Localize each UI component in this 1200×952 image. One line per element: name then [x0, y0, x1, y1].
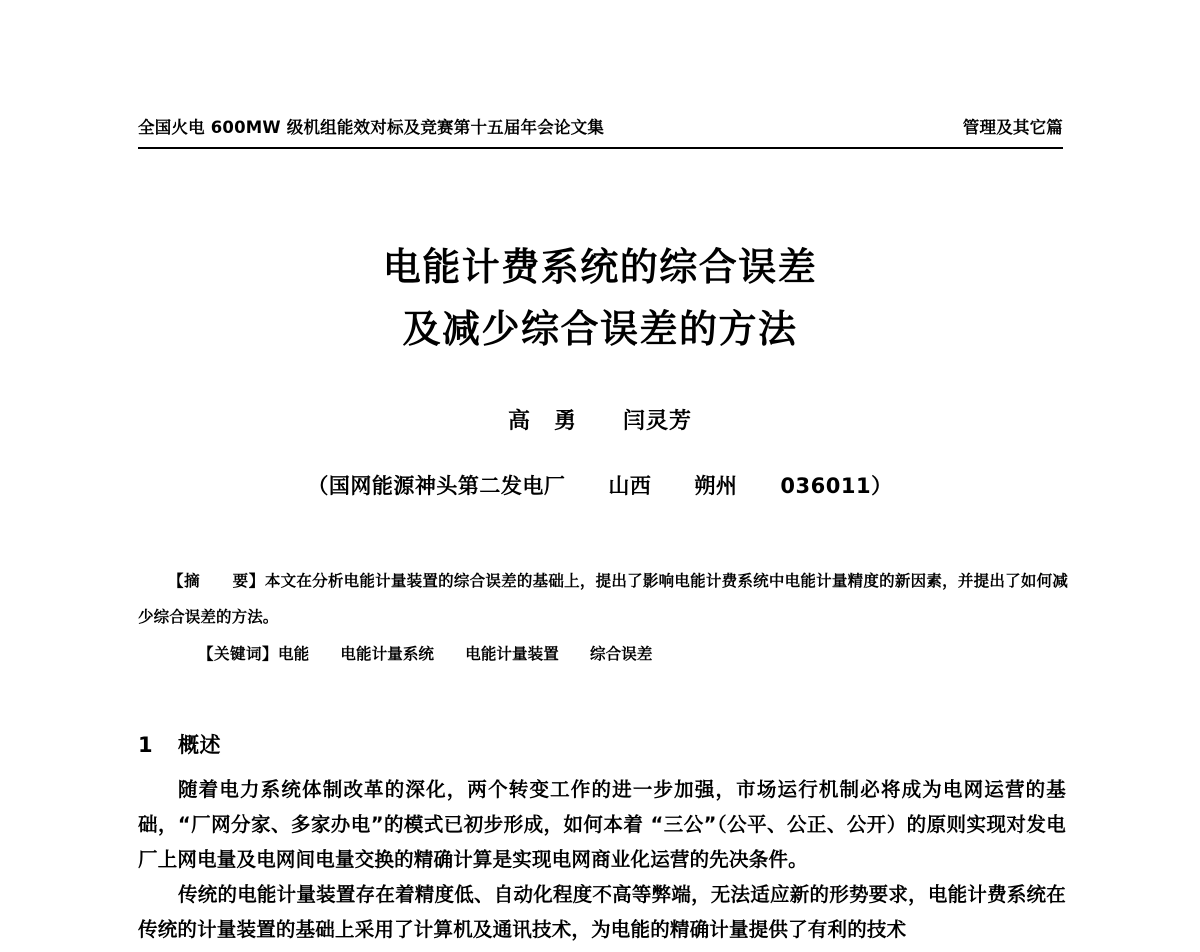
- abstract-text: 本文在分析电能计量装置的综合误差的基础上，提出了影响电能计费系统中电能计量精度的新因素，并提出了如何减少综合误差的方法。: [138, 572, 1068, 627]
- author-affiliation: （国网能源神头第二发电厂 山西 朔州 036011）: [307, 474, 893, 498]
- abstract-paragraph: [138, 563, 1068, 636]
- body-paragraph-2: 传统的电能计量装置存在着精度低、自动化程度不高等弊端，无法适应新的形势要求，电能计费系统在传统的计量装置的基础上采用了计算机及通讯技术，为电能的精确计量提供了有利的技术: [138, 883, 1066, 941]
- section-title: 概述: [178, 733, 221, 758]
- author-list: 高 勇 闫灵芳: [507, 409, 692, 434]
- title-line-1: 电能计费系统的综合误差: [382, 245, 818, 290]
- body-paragraph-1: 随着电力系统体制改革的深化，两个转变工作的进一步加强，市场运行机制必将成为电网运营的基础，“厂网分家、多家办电”的模式已初步形成，如何本着 “三公”（公平、公正、公开）的原则实现对发电厂上网电量及电网间电量交换的精确计算是实现电网商业化运营的先决条件。: [138, 778, 1066, 871]
- keywords-paragraph: [138, 636, 1068, 672]
- keywords-text: 电能 电能计量系统 电能计量装置 综合误差: [278, 644, 653, 663]
- running-header-left: 全国火电 600MW 级机组能效对标及竞赛第十五届年会论文集: [138, 118, 605, 137]
- section-heading: [138, 729, 221, 759]
- keywords-label: 【关键词】: [198, 644, 279, 663]
- running-header-right: 管理及其它篇: [962, 118, 1063, 137]
- section-number: 1: [138, 733, 154, 758]
- page-title: [0, 237, 1200, 360]
- header-rule: [138, 147, 1063, 149]
- body-text: [138, 772, 1066, 947]
- title-line-2: 及减少综合误差的方法: [402, 307, 798, 351]
- abstract-label: 【摘 要】: [168, 572, 265, 590]
- abstract-block: [138, 563, 1068, 672]
- running-header: [138, 118, 1063, 138]
